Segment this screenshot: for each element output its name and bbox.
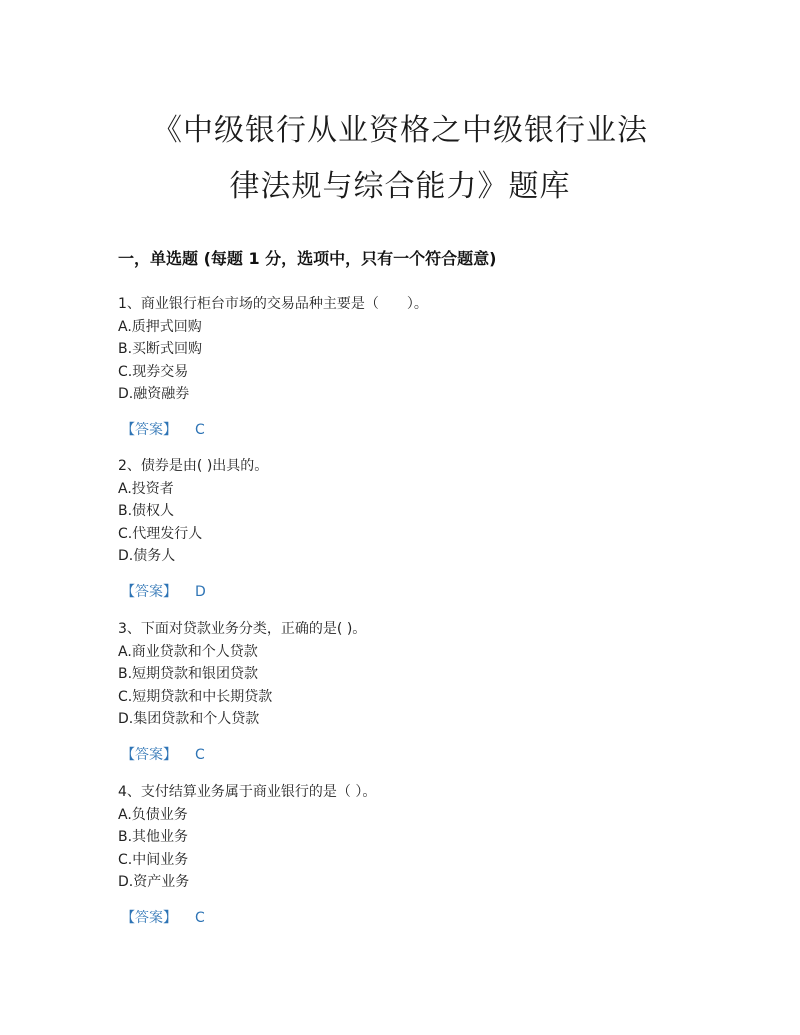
answer-line xyxy=(118,581,718,603)
answer-value: C xyxy=(195,421,205,438)
section-heading: 一，单选题 (每题 1 分，选项中，只有一个符合题意) xyxy=(118,249,497,268)
answer-line xyxy=(118,744,718,766)
question-stem: 2、债券是由( )出具的。 xyxy=(118,458,269,474)
answer-label: 【答案】 xyxy=(121,909,177,926)
answer-label: 【答案】 xyxy=(121,583,177,600)
option-b: B.其他业务 xyxy=(118,829,189,845)
question-stem: 4、支付结算业务属于商业银行的是（ ）。 xyxy=(118,784,377,800)
option-b: B.债权人 xyxy=(118,503,175,519)
question-3 xyxy=(118,618,718,766)
option-a: A.商业贷款和个人贷款 xyxy=(118,643,258,660)
option-c: C.现券交易 xyxy=(118,363,189,380)
option-d: D.债务人 xyxy=(118,548,176,564)
answer-line xyxy=(118,419,718,441)
title-line-2: 律法规与综合能力》题库 xyxy=(229,169,571,204)
document-title xyxy=(90,103,710,215)
option-c: C.中间业务 xyxy=(118,851,189,868)
answer-value: D xyxy=(195,583,206,600)
option-a: A.投资者 xyxy=(118,480,174,497)
question-4 xyxy=(118,781,718,929)
answer-label: 【答案】 xyxy=(121,421,177,438)
question-1 xyxy=(118,293,718,441)
option-c: C.代理发行人 xyxy=(118,525,203,542)
option-d: D.集团贷款和个人贷款 xyxy=(118,711,260,727)
answer-value: C xyxy=(195,746,205,763)
answer-value: C xyxy=(195,909,205,926)
option-c: C.短期贷款和中长期贷款 xyxy=(118,688,273,705)
option-d: D.资产业务 xyxy=(118,874,190,890)
answer-label: 【答案】 xyxy=(121,746,177,763)
question-2 xyxy=(118,455,718,603)
option-b: B.短期贷款和银团贷款 xyxy=(118,666,259,682)
option-a: A.负债业务 xyxy=(118,806,188,823)
title-line-1: 《中级银行从业资格之中级银行业法 xyxy=(152,113,648,148)
question-stem: 3、下面对贷款业务分类，正确的是( )。 xyxy=(118,621,367,637)
option-d: D.融资融券 xyxy=(118,386,190,402)
option-b: B.买断式回购 xyxy=(118,341,203,357)
answer-line xyxy=(118,907,718,929)
question-stem: 1、商业银行柜台市场的交易品种主要是（ ）。 xyxy=(118,296,428,312)
option-a: A.质押式回购 xyxy=(118,318,202,335)
